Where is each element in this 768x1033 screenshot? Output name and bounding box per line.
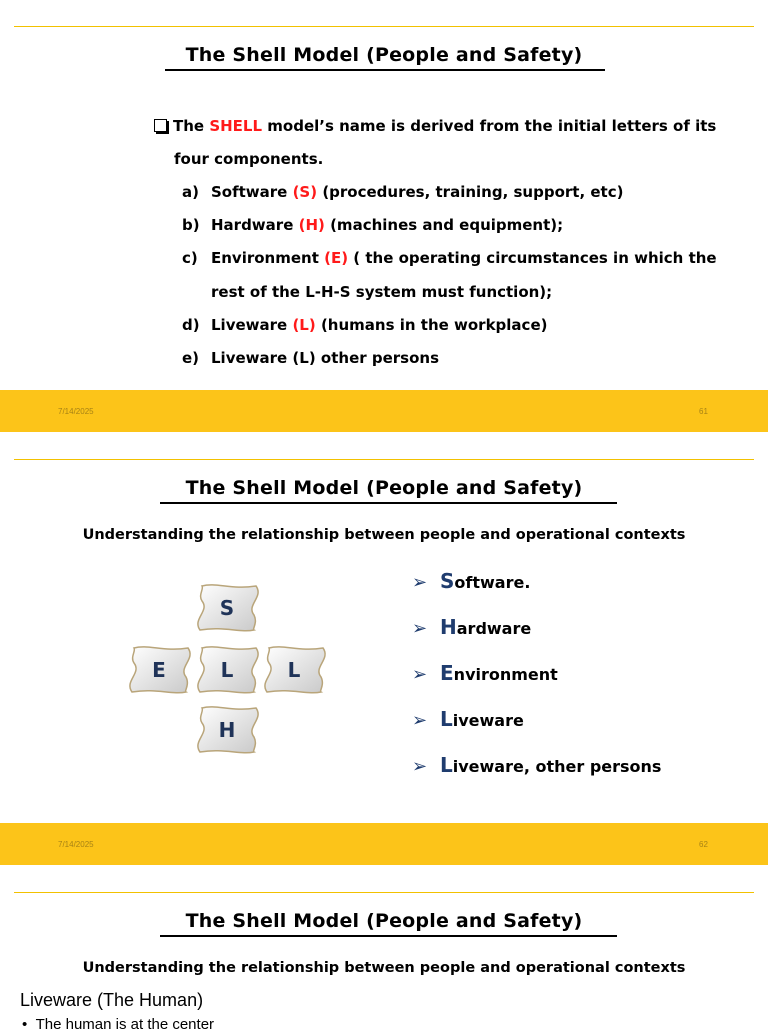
slide-62 (0, 433, 768, 866)
title-underline (160, 502, 617, 504)
tile-h (194, 705, 262, 760)
arrow-bullet-icon: ➢ (412, 618, 428, 639)
item-abbrev: (H) (298, 216, 325, 234)
component-initial: E (440, 661, 454, 685)
item-abbrev: (E) (324, 249, 349, 267)
component-initial: H (440, 615, 457, 639)
title-underline (165, 69, 605, 71)
item-text: Liveware (L) other persons (211, 349, 440, 367)
list-item (182, 349, 439, 367)
component-list-item (412, 661, 558, 685)
tile-letter: L (287, 658, 301, 682)
list-item (182, 283, 552, 301)
component-list-item (412, 615, 531, 639)
footer-page-number: 61 (699, 407, 708, 416)
tile-e (126, 645, 194, 700)
list-letter: b) (182, 216, 200, 234)
top-rule (14, 459, 754, 460)
item-description: (humans in the workplace) (315, 316, 548, 334)
section-heading: Liveware (The Human) (20, 990, 204, 1010)
component-rest: ardware (456, 619, 532, 638)
slide-title: The Shell Model (People and Safety) (185, 44, 583, 66)
slide-subtitle: Understanding the relationship between people and operational contexts (82, 527, 686, 543)
arrow-bullet-icon: ➢ (412, 572, 428, 593)
checkbox-bullet-icon (154, 119, 167, 132)
list-letter: c) (182, 249, 198, 267)
list-letter: a) (182, 183, 199, 201)
bullet-dot-icon: • (22, 1016, 36, 1033)
item-text: Environment (211, 249, 325, 267)
arrow-bullet-icon: ➢ (412, 710, 428, 731)
list-item (182, 216, 563, 234)
component-initial: L (440, 707, 453, 731)
tile-s (194, 583, 262, 638)
item-text: rest of the L-H-S system must function); (211, 283, 553, 301)
footer-page-number: 62 (699, 840, 708, 849)
component-initial: S (440, 569, 455, 593)
list-letter: d) (182, 316, 200, 334)
item-text: Software (211, 183, 293, 201)
slide-61 (0, 0, 768, 433)
component-rest: iveware (452, 711, 524, 730)
item-description: ( the operating circumstances in which the (348, 249, 717, 267)
tile-l-center (194, 645, 262, 700)
tile-letter: H (218, 718, 236, 742)
bullet-item: • The human is at the center (22, 1016, 215, 1033)
component-list-item (412, 707, 524, 731)
footer-date: 7/14/2025 (58, 407, 94, 416)
title-underline (160, 935, 617, 937)
component-list-item (412, 753, 661, 777)
item-description: (machines and equipment); (324, 216, 564, 234)
list-item (182, 183, 623, 201)
item-abbrev: (S) (292, 183, 318, 201)
slide-footer (0, 390, 768, 432)
slide-63 (0, 866, 768, 1033)
component-list-item (412, 569, 530, 593)
item-text: Liveware (211, 316, 293, 334)
slide-subtitle: Understanding the relationship between people and operational contexts (82, 960, 686, 976)
bullet-line: The SHELL model’s name is derived from the initial letters of its (154, 117, 716, 135)
component-rest: oftware. (454, 573, 531, 592)
item-text: Hardware (211, 216, 299, 234)
slide-footer (0, 823, 768, 865)
component-rest: iveware, other persons (452, 757, 662, 776)
slide-title: The Shell Model (People and Safety) (185, 477, 583, 499)
bullet-line-2: four components. (174, 150, 324, 168)
footer-date: 7/14/2025 (58, 840, 94, 849)
tile-l-right (261, 645, 329, 700)
component-initial: L (440, 753, 453, 777)
arrow-bullet-icon: ➢ (412, 664, 428, 685)
tile-letter: E (152, 658, 166, 682)
slide-title: The Shell Model (People and Safety) (185, 910, 583, 932)
item-description: (procedures, training, support, etc) (317, 183, 624, 201)
tile-letter: L (220, 658, 234, 682)
top-rule (14, 892, 754, 893)
list-letter: e) (182, 349, 200, 367)
item-abbrev: (L) (292, 316, 316, 334)
list-item (182, 316, 547, 334)
top-rule (14, 26, 754, 27)
list-item (182, 249, 717, 267)
arrow-bullet-icon: ➢ (412, 756, 428, 777)
component-rest: nvironment (453, 665, 558, 684)
tile-letter: S (219, 596, 235, 620)
